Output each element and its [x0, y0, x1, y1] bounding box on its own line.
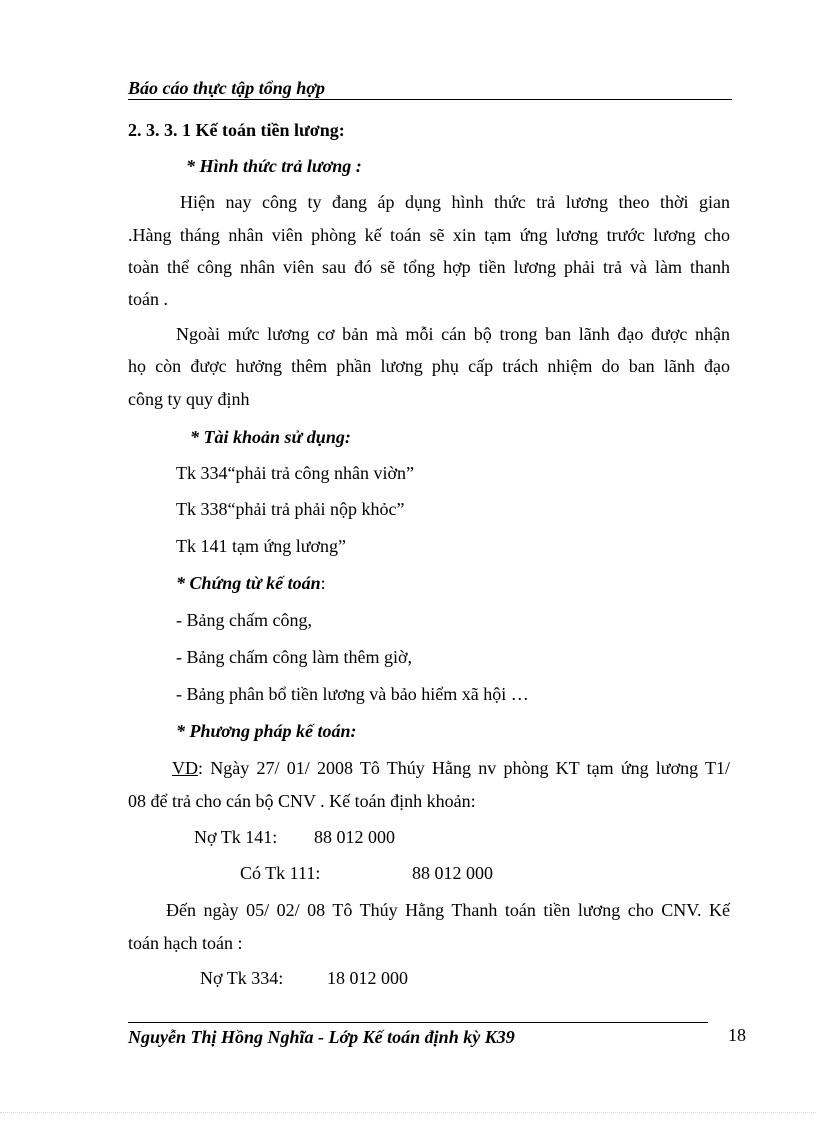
entry1-debit-amount: 88 012 000: [314, 827, 395, 847]
vouchers-heading-colon: :: [320, 573, 326, 593]
example-line2: 08 để trả cho cán bộ CNV . Kế toán định khoản:: [128, 791, 476, 811]
page-number: 18: [728, 1025, 746, 1045]
account-item: Tk 141 tạm ứng lương”: [176, 536, 347, 556]
vouchers-heading-text: * Chứng từ kế toán: [176, 573, 321, 593]
header-title: Báo cáo thực tập tổng hợp: [128, 78, 325, 98]
voucher-item: - Bảng chấm công làm thêm giờ,: [176, 647, 412, 667]
page-bottom-divider: [0, 1112, 816, 1113]
accounts-heading: * Tài khoản sử dụng:: [190, 427, 351, 447]
para2-line1: Ngoài mức lương cơ bản mà mỗi cán bộ trong ban lãnh đạo được nhận: [176, 324, 730, 344]
entry1-credit-label: Có Tk 111:: [240, 863, 321, 883]
account-item: Tk 338“phải trả phải nộp khỏc”: [176, 499, 405, 519]
footer-author: Nguyễn Thị Hồng Nghĩa - Lớp Kế toán định kỳ K39: [128, 1027, 515, 1047]
para2-line3: công ty quy định: [128, 389, 250, 409]
entry1-credit-amount: 88 012 000: [412, 863, 493, 883]
example-line1-text: : Ngày 27/ 01/ 2008 Tô Thúy Hằng nv phòng KT tạm ứng lương T1/: [198, 758, 730, 778]
vouchers-heading: [176, 572, 326, 594]
account-item: Tk 334“phải trả công nhân viờn”: [176, 463, 414, 483]
para3-line1: Đến ngày 05/ 02/ 08 Tô Thúy Hằng Thanh toán tiền lương cho CNV. Kế: [166, 900, 730, 920]
para1-line3: toàn thể công nhân viên sau đó sẽ tổng hợp tiền lương phải trả và làm thanh: [128, 257, 730, 277]
header-rule: [128, 99, 732, 100]
para1-line2: .Hàng tháng nhân viên phòng kế toán sẽ xin tạm ứng lương trước lương cho: [128, 225, 730, 245]
example-line1: [172, 757, 730, 779]
method-heading: * Phương pháp kế toán:: [176, 721, 357, 741]
voucher-item: - Bảng phân bổ tiền lương và bảo hiểm xã hội …: [176, 684, 529, 704]
voucher-item: - Bảng chấm công,: [176, 610, 312, 630]
para2-line2: họ còn được hưởng thêm phần lương phụ cấp trách nhiệm do ban lãnh đạo: [128, 356, 730, 376]
section-heading: 2. 3. 3. 1 Kế toán tiền lương:: [128, 120, 345, 140]
entry2-debit-label: Nợ Tk 334:: [200, 968, 284, 988]
payment-form-heading: * Hình thức trả lương :: [186, 156, 362, 176]
footer-rule: [128, 1022, 708, 1023]
para1-line4: toán .: [128, 289, 168, 309]
para3-line2: toán hạch toán :: [128, 933, 243, 953]
example-label: VD: [172, 758, 198, 778]
para1-line1: Hiện nay công ty đang áp dụng hình thức trả lương theo thời gian: [180, 192, 730, 212]
entry1-debit-label: Nợ Tk 141:: [194, 827, 278, 847]
entry2-debit-amount: 18 012 000: [327, 968, 408, 988]
